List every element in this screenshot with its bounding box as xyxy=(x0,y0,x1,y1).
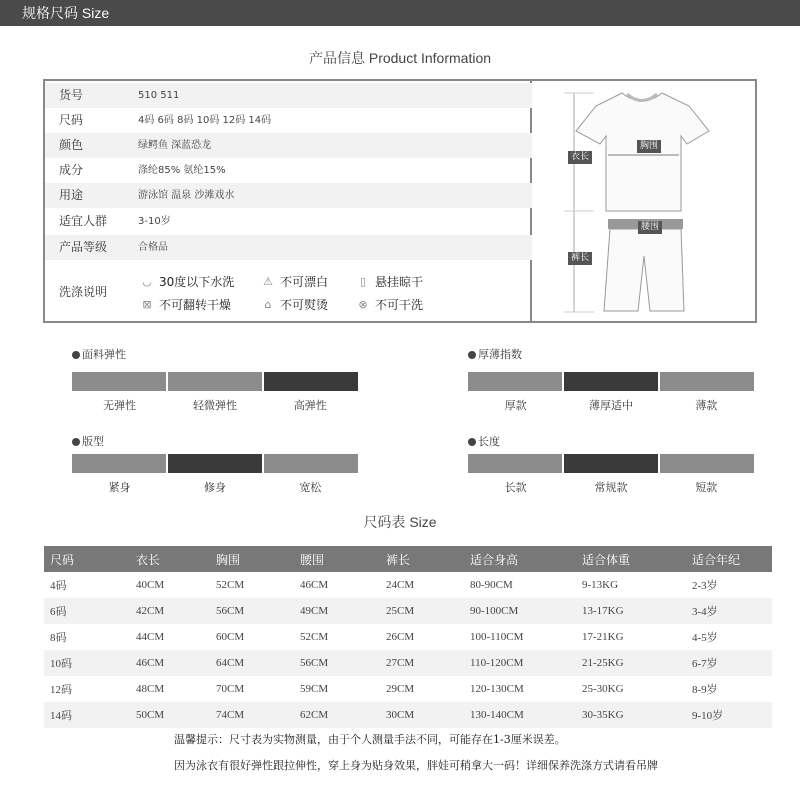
table-cell: 80-90CM xyxy=(470,579,513,591)
table-cell: 52CM xyxy=(216,579,245,591)
product-info-title: 产品信息 Product Information xyxy=(308,50,492,66)
info-value: 3-10岁 xyxy=(138,216,171,227)
info-row xyxy=(45,83,532,108)
scale-option: 常规款 xyxy=(594,481,628,494)
table-cell: 40CM xyxy=(136,579,165,591)
scale-title xyxy=(468,346,754,362)
table-row xyxy=(44,572,772,598)
scale-segment-selected xyxy=(564,372,658,391)
table-cell: 10码 xyxy=(44,650,136,676)
column-header: 腰围 xyxy=(300,546,386,572)
wash-tub-icon: ◡ xyxy=(142,274,152,288)
wash-item xyxy=(141,273,234,290)
table-cell: 48CM xyxy=(136,683,165,695)
table-cell: 46CM xyxy=(136,650,216,676)
size-note-advice: 因为泳衣有很好弹性跟拉伸性，穿上身为贴身效果，胖娃可稍拿大一码！详细保养洗涤方式请看吊牌 xyxy=(174,759,658,772)
table-cell: 52CM xyxy=(300,631,329,643)
table-cell: 64CM xyxy=(216,650,300,676)
scale-segment-selected xyxy=(168,454,262,473)
table-header-row xyxy=(44,546,772,572)
table-row xyxy=(44,598,772,624)
scale-option: 修身 xyxy=(203,481,226,494)
info-key: 尺码 xyxy=(59,113,84,127)
wash-label: 不可漂白 xyxy=(280,275,329,289)
scale-option: 紧身 xyxy=(108,481,131,494)
info-key: 产品等级 xyxy=(59,240,108,254)
table-cell: 9-13KG xyxy=(582,579,619,591)
scale-segment-selected xyxy=(264,372,358,391)
garment-diagram xyxy=(534,81,755,321)
scale-title-text: 面料弹性 xyxy=(82,348,126,361)
info-value: 4码 6码 8码 10码 12码 14码 xyxy=(138,115,272,126)
table-row xyxy=(44,650,772,676)
info-value: 游泳馆 温泉 沙滩戏水 xyxy=(138,190,235,201)
scale-bar xyxy=(468,454,754,473)
scale-option: 薄款 xyxy=(695,399,718,412)
table-cell: 4-5岁 xyxy=(692,632,718,644)
table-cell: 30CM xyxy=(386,702,470,728)
scale-bar xyxy=(72,454,358,473)
table-cell: 46CM xyxy=(300,579,329,591)
wash-item xyxy=(141,296,231,313)
wash-label: 不可熨烫 xyxy=(280,298,329,312)
table-cell: 100-110CM xyxy=(470,631,524,643)
scale-segment xyxy=(660,454,754,473)
scale-option: 长款 xyxy=(504,481,527,494)
table-cell: 70CM xyxy=(216,683,245,695)
size-chart-table xyxy=(44,546,772,728)
table-cell: 6码 xyxy=(44,598,136,624)
column-header: 适合身高 xyxy=(470,546,582,572)
table-cell: 24CM xyxy=(386,579,415,591)
scale-segment-selected xyxy=(564,454,658,473)
column-header: 衣长 xyxy=(136,546,216,572)
table-cell: 29CM xyxy=(386,683,415,695)
table-cell: 60CM xyxy=(216,631,245,643)
wash-label: 不可翻转干燥 xyxy=(159,298,232,312)
table-cell: 50CM xyxy=(136,702,216,728)
scale-bar xyxy=(468,372,754,391)
table-cell: 2-3岁 xyxy=(692,580,718,592)
table-cell: 42CM xyxy=(136,598,216,624)
info-row xyxy=(45,235,532,260)
bullet-icon xyxy=(468,351,476,359)
table-cell: 12码 xyxy=(50,684,72,696)
info-row xyxy=(45,158,532,183)
table-cell: 74CM xyxy=(216,702,300,728)
scale-fit xyxy=(72,433,358,495)
table-cell: 27CM xyxy=(386,650,470,676)
table-cell: 110-120CM xyxy=(470,650,582,676)
info-key: 洗涤说明 xyxy=(59,285,108,299)
column-header: 适合体重 xyxy=(582,546,692,572)
info-key: 成分 xyxy=(59,163,84,177)
table-cell: 62CM xyxy=(300,702,386,728)
table-cell: 59CM xyxy=(300,683,329,695)
product-info-table xyxy=(45,81,532,321)
scale-labels xyxy=(468,397,754,413)
scale-elasticity xyxy=(72,346,358,413)
scale-segment xyxy=(264,454,358,473)
info-key: 用途 xyxy=(59,188,84,202)
info-value: 合格品 xyxy=(138,242,168,253)
no-bleach-icon: ⚠ xyxy=(263,274,273,288)
table-cell: 56CM xyxy=(216,598,300,624)
table-cell: 14码 xyxy=(44,702,136,728)
header-bar xyxy=(0,0,800,26)
bullet-icon xyxy=(72,351,80,359)
bullet-icon xyxy=(72,438,80,446)
header-title: 规格尺码 Size xyxy=(22,5,110,21)
scale-title xyxy=(72,433,358,449)
info-row xyxy=(45,183,532,208)
table-cell: 25-30KG xyxy=(582,683,624,695)
table-cell: 6-7岁 xyxy=(692,650,772,676)
scale-segment xyxy=(72,454,166,473)
scale-labels xyxy=(72,479,358,495)
table-row xyxy=(44,624,772,650)
info-value: 510 511 xyxy=(138,90,180,101)
column-header: 裤长 xyxy=(386,546,470,572)
wash-label: 悬挂晾干 xyxy=(375,275,424,289)
pants-length-label: 裤长 xyxy=(568,252,592,265)
wash-item xyxy=(357,296,423,313)
wash-item xyxy=(262,296,328,313)
scale-title-text: 长度 xyxy=(478,435,500,448)
column-header: 适合年纪 xyxy=(692,546,772,572)
top-length-label: 衣长 xyxy=(568,151,592,164)
info-row xyxy=(45,209,532,234)
scale-labels xyxy=(468,479,754,495)
table-cell: 130-140CM xyxy=(470,702,582,728)
wash-item xyxy=(357,273,423,290)
scale-title xyxy=(468,433,754,449)
column-header: 胸围 xyxy=(216,546,300,572)
scale-segment xyxy=(168,372,262,391)
garment-outline-icon xyxy=(534,81,755,321)
table-cell: 26CM xyxy=(386,631,415,643)
table-cell: 8-9岁 xyxy=(692,684,718,696)
table-cell: 13-17KG xyxy=(582,598,692,624)
table-cell: 49CM xyxy=(300,598,386,624)
table-cell: 17-21KG xyxy=(582,631,624,643)
scale-segment xyxy=(72,372,166,391)
scale-title-text: 厚薄指数 xyxy=(478,348,522,361)
chest-label: 胸围 xyxy=(637,140,661,153)
table-cell: 8码 xyxy=(50,632,67,644)
wash-label: 不可干洗 xyxy=(375,298,424,312)
table-cell: 56CM xyxy=(300,650,386,676)
info-row xyxy=(45,133,532,158)
hang-dry-icon: ▯ xyxy=(359,274,367,288)
scale-option: 厚款 xyxy=(504,399,527,412)
product-info-box xyxy=(43,79,757,323)
size-note-tip: 温馨提示：尺寸表为实物测量，由于个人测量手法不同，可能存在1-3厘米误差。 xyxy=(174,733,566,746)
table-cell: 9-10岁 xyxy=(692,702,772,728)
scale-option: 短款 xyxy=(695,481,718,494)
scale-option: 轻微弹性 xyxy=(192,399,237,412)
table-cell: 25CM xyxy=(386,598,470,624)
no-dry-clean-icon: ⊗ xyxy=(358,297,368,311)
scale-length xyxy=(468,433,754,495)
size-chart-title: 尺码表 Size xyxy=(363,514,437,530)
table-cell: 44CM xyxy=(136,631,165,643)
table-row xyxy=(44,702,772,728)
scale-segment xyxy=(468,454,562,473)
scale-option: 宽松 xyxy=(299,481,322,494)
wash-instructions xyxy=(45,263,532,321)
no-tumble-dry-icon: ⊠ xyxy=(142,297,152,311)
table-cell: 21-25KG xyxy=(582,650,692,676)
scale-labels xyxy=(72,397,358,413)
wash-label: 30度以下水洗 xyxy=(159,275,235,289)
table-cell: 3-4岁 xyxy=(692,598,772,624)
info-value: 绿鳄鱼 深蓝恐龙 xyxy=(138,140,212,151)
scale-bar xyxy=(72,372,358,391)
scale-option: 无弹性 xyxy=(103,399,137,412)
info-key: 货号 xyxy=(59,88,84,102)
scale-segment xyxy=(468,372,562,391)
scale-segment xyxy=(660,372,754,391)
bullet-icon xyxy=(468,438,476,446)
scale-title-text: 版型 xyxy=(82,435,104,448)
table-cell: 90-100CM xyxy=(470,598,582,624)
scale-thickness xyxy=(468,346,754,413)
scale-title xyxy=(72,346,358,362)
no-iron-icon: ⌂ xyxy=(264,297,272,311)
info-value: 涤纶85% 氨纶15% xyxy=(138,165,226,176)
scale-option: 高弹性 xyxy=(293,399,327,412)
waist-label: 腰围 xyxy=(638,221,662,234)
table-row xyxy=(44,676,772,702)
table-cell: 120-130CM xyxy=(470,683,524,695)
info-key: 颜色 xyxy=(59,138,84,152)
info-key: 适宜人群 xyxy=(59,214,108,228)
table-cell: 30-35KG xyxy=(582,702,692,728)
info-row xyxy=(45,108,532,133)
column-header: 尺码 xyxy=(44,546,136,572)
table-cell: 4码 xyxy=(50,580,67,592)
scale-option: 薄厚适中 xyxy=(588,399,633,412)
wash-item xyxy=(262,273,328,290)
